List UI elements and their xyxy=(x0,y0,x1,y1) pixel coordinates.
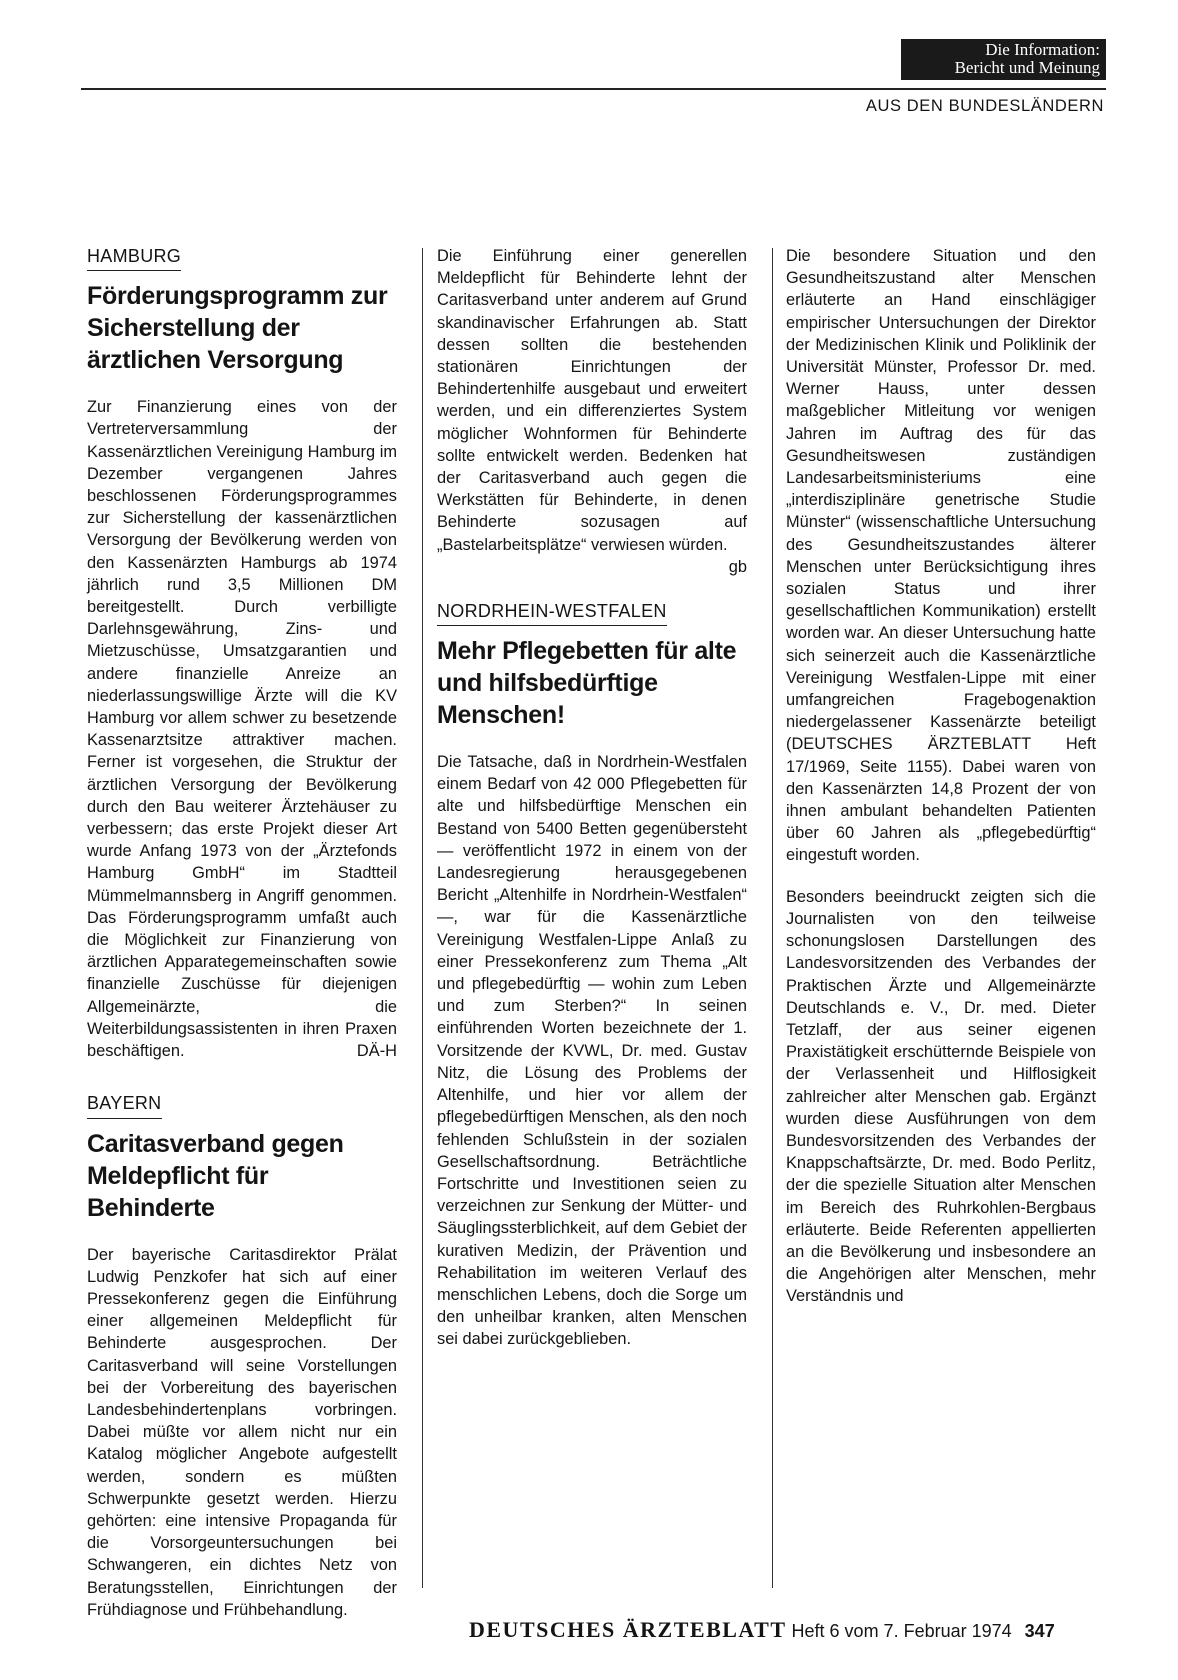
column-divider-2 xyxy=(772,248,773,1588)
badge-line-2: Bericht und Meinung xyxy=(954,58,1100,77)
column-1 xyxy=(87,245,397,1621)
article-headline: Förderungsprogramm zur Sicherstellung der ärztlichen Versorgung xyxy=(87,282,388,375)
region-label: NORDRHEIN-WESTFALEN xyxy=(437,600,667,626)
column-3 xyxy=(786,245,1096,1308)
section-rubric: AUS DEN BUNDESLÄNDERN xyxy=(865,97,1104,115)
page-number: 347 xyxy=(1024,1621,1055,1641)
header-rule xyxy=(81,88,1106,90)
article-body: Der bayerische Caritasdirektor Prälat Ludwig Penzkofer hat sich auf einer Pressekonferenz gegen die Einführung einer allgemeinen Meldepflicht für Behinderte ausgesprochen. Der Caritasverband will seine Vorstellungen bei der Vorbereitung des bayerischen Landesbehindertenplans vorbringen. Dabei müßte vor allem nicht nur ein Katalog möglicher Angebote aufgestellt werden, sondern es müßten Schwerpunkte gesetzt werden. Hierzu gehörten: eine intensive Propaganda für die Vorsorgeuntersuchungen bei Schwangeren, ein dichtes Netz von Beratungsstellen, Einrichtungen der Frühdiagnose und Frühbehandlung. xyxy=(87,1245,397,1619)
article-body: Die Tatsache, daß in Nordrhein-Westfalen einem Bedarf von 42 000 Pflegebetten für alte und hilfsbedürftige Menschen ein Bestand von 5400 Betten gegenübersteht — veröffentlicht 1972 in einem von der Landesregierung herausgegebenen Bericht „Altenhilfe in Nordrhein-Westfalen“ —, war für die Kassenärztliche Vereinigung Westfalen-Lippe Anlaß zu einer Pressekonferenz zum Thema „Alt und pflegebedürftig — wohin zum Leben und zum Sterben?“ In seinen einführenden Worten bezeichnete der 1. Vorsitzende der KVWL, Dr. med. Gustav Nitz, die Lösung des Problems der Altenhilfe, und hier vor allem der pflegebedürftigen Menschen, als den noch fehlenden Schlußstein in der sozialen Gesellschaftsordnung. Beträchtliche Fortschritte und Investitionen seien zu verzeichnen zur Senkung der Mütter- und Säuglingssterblichkeit, auf dem Gebiet der kurativen Medizin, der Prävention und Rehabilitation im weiteren Verlauf des menschlichen Lebens, doch die Sorge um den unheilbar kranken, alten Menschen sei dabei zurückgeblieben. xyxy=(437,753,747,1349)
spacer xyxy=(437,556,747,600)
spacer xyxy=(87,1062,397,1092)
region-label: HAMBURG xyxy=(87,245,181,271)
page-footer xyxy=(469,1617,1099,1643)
badge-line-1: Die Information: xyxy=(985,40,1100,59)
masthead: DEUTSCHES ÄRZTEBLATT xyxy=(469,1617,787,1642)
article-nrw xyxy=(437,600,747,1351)
issue-info: Heft 6 vom 7. Februar 1974 xyxy=(791,1621,1012,1641)
column-2 xyxy=(437,245,747,1351)
author-signature: DÄ-H xyxy=(356,1042,397,1061)
article-body: Besonders beeindruckt zeigten sich die Journalisten von den teilweise schonungslosen Darstellungen des Landesvorsitzenden des Verbandes der Praktischen Ärzte und Allgemeinärzte Deutschlands e. V., Dr. med. Dieter Tetzlaff, der aus seiner eigenen Praxistätigkeit erschütternde Beispiele von der Verlassenheit und Hilflosigkeit zahlreicher alter Menschen gab. Ergänzt wurden diese Ausführungen von dem Bundesvorsitzenden des Verbandes der Knappschaftsärzte, Dr. med. Bodo Perlitz, der die spezielle Situation alter Menschen im Bereich des Ruhrkohlen-Bergbaus erläuterte. Beide Referenten appellierten an die Bevölkerung und insbesondere an die Angehörigen alter Menschen, mehr Verständnis und xyxy=(786,887,1096,1306)
article-body: Zur Finanzierung eines von der Vertreterversammlung der Kassenärztlichen Vereinigung Hamburg im Dezember vergangenen Jahres beschlossenen Förderungsprogrammes zur Sicherstellung der kassenärztlichen Versorgung der Bevölkerung werden von den Kassenärzten Hamburgs ab 1974 jährlich rund 3,5 Millionen DM bereitgestellt. Durch verbilligte Darlehnsgewährung, Zins- und Mietzuschüsse, Umsatzgarantien und andere finanzielle Anreize an niederlassungswillige Ärzte will die KV Hamburg vor allem schwer zu besetzende Kassenarztsitze attraktiver machen. Ferner ist vorgesehen, die Struktur der ärztlichen Versorgung der Bevölkerung durch den Bau weiterer Ärztehäuser zu verbessern; das erste Projekt dieser Art wurde Anfang 1973 von der „Ärztefonds Hamburg GmbH“ im Stadtteil Mümmelmannsberg in Angriff genommen. Das Förderungsprogramm umfaßt auch die Möglichkeit zur Finanzierung von ärztlichen Apparategemeinschaften sowie finanzielle Zuschüsse für diejenigen Allgemeinärzte, die Weiterbildungsassistenten in ihren Praxen beschäftigen. DÄ-H xyxy=(87,396,397,1062)
column-divider-1 xyxy=(422,248,423,1588)
article-headline: Mehr Pflegebetten für alte und hilfsbedürftige Menschen! xyxy=(437,637,737,730)
article-headline: Caritasverband gegen Meldepflicht für Behinderte xyxy=(87,1129,344,1222)
article-hamburg xyxy=(87,245,397,1062)
article-body: Die Einführung einer generellen Meldepflicht für Behinderte lehnt der Caritasverband unter anderem auf Grund skandinavischer Erfahrungen ab. Statt dessen sollten die bestehenden stationären Einrichtungen der Behindertenhilfe ausgebaut und erweitert werden, und ein differenziertes System möglicher Wohnformen für Behinderte sollte entwickelt werden. Bedenken hat der Caritasverband auch gegen die Werkstätten für Behinderte, in denen Behinderte sozusagen auf „Bastelarbeitsplätze“ verwiesen würden. xyxy=(437,247,747,554)
region-label: BAYERN xyxy=(87,1092,162,1118)
author-signature: gb xyxy=(728,557,747,576)
article-bayern xyxy=(87,1092,397,1621)
article-body: Die besondere Situation und den Gesundheitszustand alter Menschen erläuterte an Hand einschlägiger empirischer Untersuchungen der Direktor der Medizinischen Klinik und Poliklinik der Universität Münster, Professor Dr. med. Werner Hauss, unter dessen maßgeblicher Mitleitung vor wenigen Jahren im Auftrag des für das Gesundheitswesen zuständigen Landesarbeitsministeriums eine „interdisziplinäre genetrische Studie Münster“ (wissenschaftliche Untersuchung des Gesundheitszustandes älterer Menschen unter Berücksichtigung ihres sozialen Status und ihrer gesellschaftlichen Kommunikation) erstellt worden war. An dieser Untersuchung hatte sich seinerzeit auch die Kassenärztliche Vereinigung Westfalen-Lippe mit einer umfangreichen Fragebogenaktion niedergelassener Kassenärzte beteiligt (DEUTSCHES ÄRZTEBLATT Heft 17/1969, Seite 1155). Dabei waren von den Kassenärzten 14,8 Prozent der von ihnen ambulant behandelten Patienten über 60 Jahren als „pflegebedürftig“ eingestuft worden. xyxy=(786,247,1096,865)
section-badge xyxy=(901,39,1106,80)
